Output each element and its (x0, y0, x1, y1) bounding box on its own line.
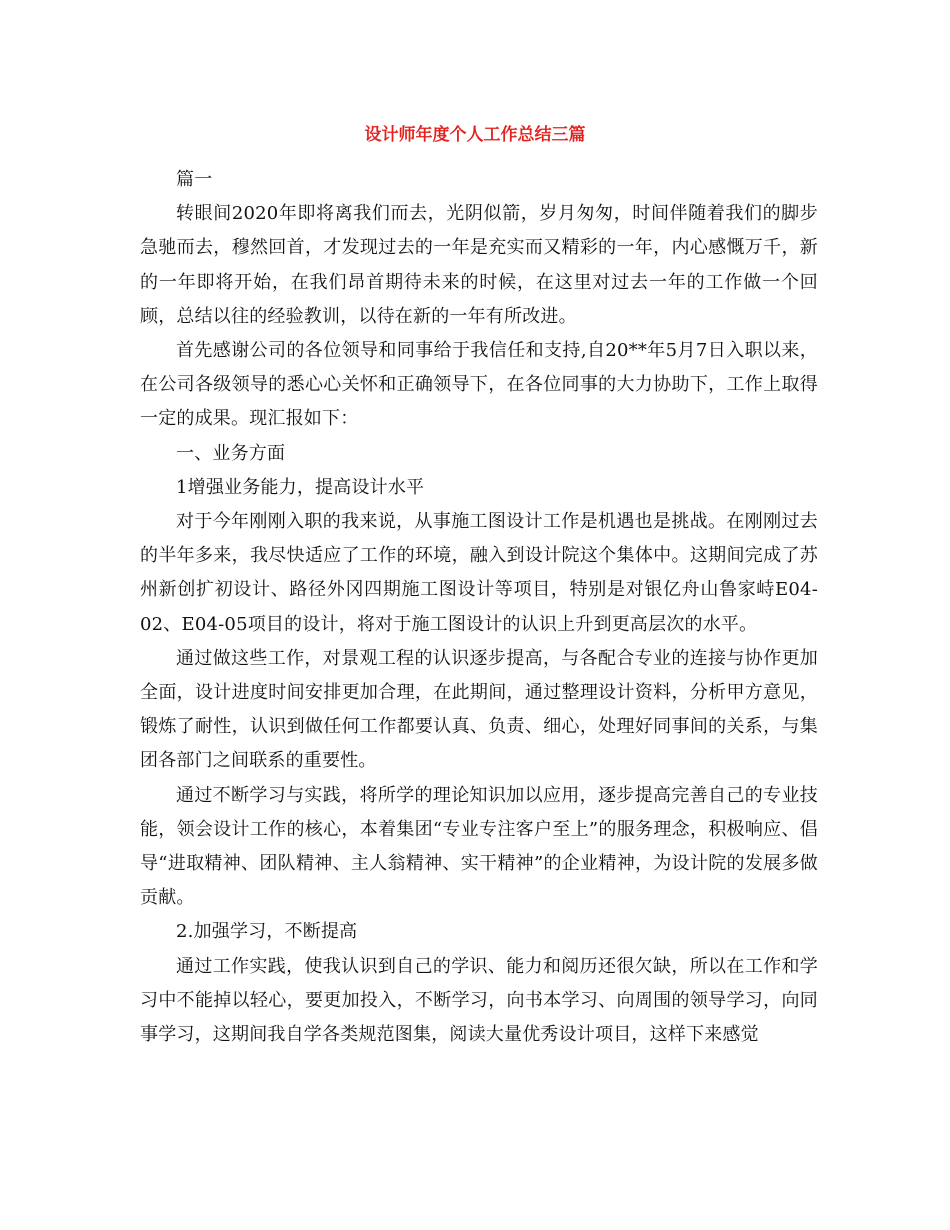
paragraph: 通过不断学习与实践，将所学的理论知识加以应用，逐步提高完善自己的专业技能，领会设计工作的核心，本着集团“专业专注客户至上”的服务理念，积极响应、倡导“进取精神、团队精神、主人翁精神、实干精神”的企业精神，为设计院的发展多做贡献。 (140, 784, 818, 909)
paragraph: 通过工作实践，使我认识到自己的学识、能力和阅历还很欠缺，所以在工作和学习中不能掉以轻心，要更加投入，不断学习，向书本学习、向周围的领导学习，向同事学习，这期间我自学各类规范图集，阅读大量优秀设计项目，这样下来感觉 (140, 955, 818, 1046)
document-body (140, 163, 818, 1052)
document-title: 设计师年度个人工作总结三篇 (364, 125, 586, 145)
paragraph: 转眼间2020年即将离我们而去，光阴似箭，岁月匆匆，时间伴随着我们的脚步急驰而去，穆然回首，才发现过去的一年是充实而又精彩的一年，内心感慨万千，新的一年即将开始，在我们昂首期待未来的时候，在这里对过去一年的工作做一个回顾，总结以往的经验教训，以待在新的一年有所改进。 (140, 203, 818, 327)
paragraph-subheading: 1增强业务能力，提高设计水平 (176, 476, 425, 498)
paragraph-section-heading: 篇一 (176, 169, 213, 190)
paragraph-subheading: 2.加强学习，不断提高 (176, 921, 358, 943)
paragraph-heading: 一、业务方面 (176, 442, 286, 464)
paragraph: 通过做这些工作，对景观工程的认识逐步提高，与各配合专业的连接与协作更加全面，设计进度时间安排更加合理，在此期间，通过整理设计资料，分析甲方意见，锻炼了耐性，认识到做任何工作都要认真、负责、细心，处理好同事间的关系，与集团各部门之间联系的重要性。 (140, 647, 818, 772)
paragraph: 首先感谢公司的各位领导和同事给于我信任和支持,自20**年5月7日入职以来，在公司各级领导的悉心心关怀和正确领导下，在各位同事的大力协助下，工作上取得一定的成果。现汇报如下： (140, 340, 818, 430)
paragraph: 对于今年刚刚入职的我来说，从事施工图设计工作是机遇也是挑战。在刚刚过去的半年多来，我尽快适应了工作的环境，融入到设计院这个集体中。这期间完成了苏州新创扩初设计、路径外冈四期施工图设计等项目，特别是对银亿舟山鲁家峙E04-02、E04-05项目的设计，将对于施工图设计的认识上升到更高层次的水平。 (140, 511, 818, 635)
